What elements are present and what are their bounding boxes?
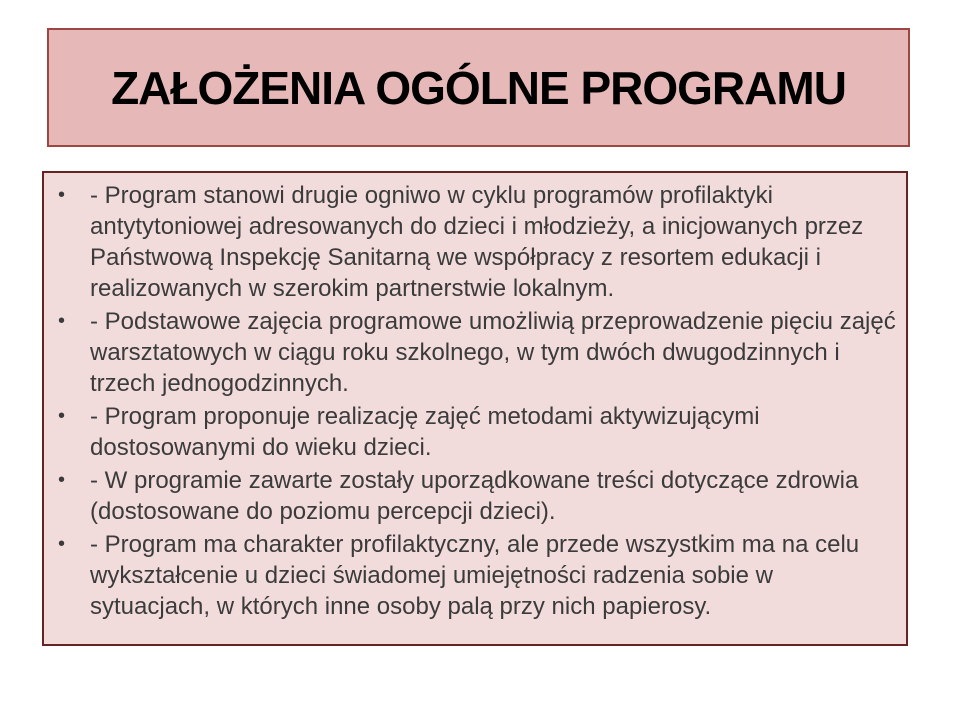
bullet-icon: •	[58, 469, 66, 491]
bullet-icon: •	[58, 184, 66, 206]
slide-title: ZAŁOŻENIA OGÓLNE PROGRAMU	[111, 61, 846, 114]
bullet-list	[44, 173, 906, 622]
bullet-text: - Program proponuje realizację zajęć metodami aktywizującymi dostosowanymi do wieku dzieci.	[90, 403, 760, 461]
content-box	[42, 171, 908, 646]
bullet-item	[56, 180, 898, 304]
bullet-text: - Podstawowe zajęcia programowe umożliwią przeprowadzenie pięciu zajęć warsztatowych w ciągu roku szkolnego, w tym dwóch dwugodzinnych i trzech jednogodzinnych.	[90, 308, 896, 397]
bullet-item	[56, 306, 898, 399]
bullet-text: - Program stanowi drugie ogniwo w cyklu programów profilaktyki antytytoniowej adresowanych do dzieci i młodzieży, a inicjowanych przez Państwową Inspekcję Sanitarną we współpracy z resortem edukacji i realizowanych w szerokim partnerstwie lokalnym.	[90, 182, 864, 302]
bullet-item	[56, 465, 898, 527]
bullet-text: - Program ma charakter profilaktyczny, ale przede wszystkim ma na celu wykształcenie u dzieci świadomej umiejętności radzenia sobie w sytuacjach, w których inne osoby palą przy nich papierosy.	[90, 531, 860, 620]
bullet-text: - W programie zawarte zostały uporządkowane treści dotyczące zdrowia (dostosowane do poziomu percepcji dzieci).	[90, 467, 859, 525]
bullet-icon: •	[58, 310, 66, 332]
title-box	[47, 28, 910, 147]
bullet-icon: •	[58, 533, 66, 555]
bullet-item	[56, 401, 898, 463]
bullet-item	[56, 529, 898, 622]
bullet-icon: •	[58, 405, 66, 427]
